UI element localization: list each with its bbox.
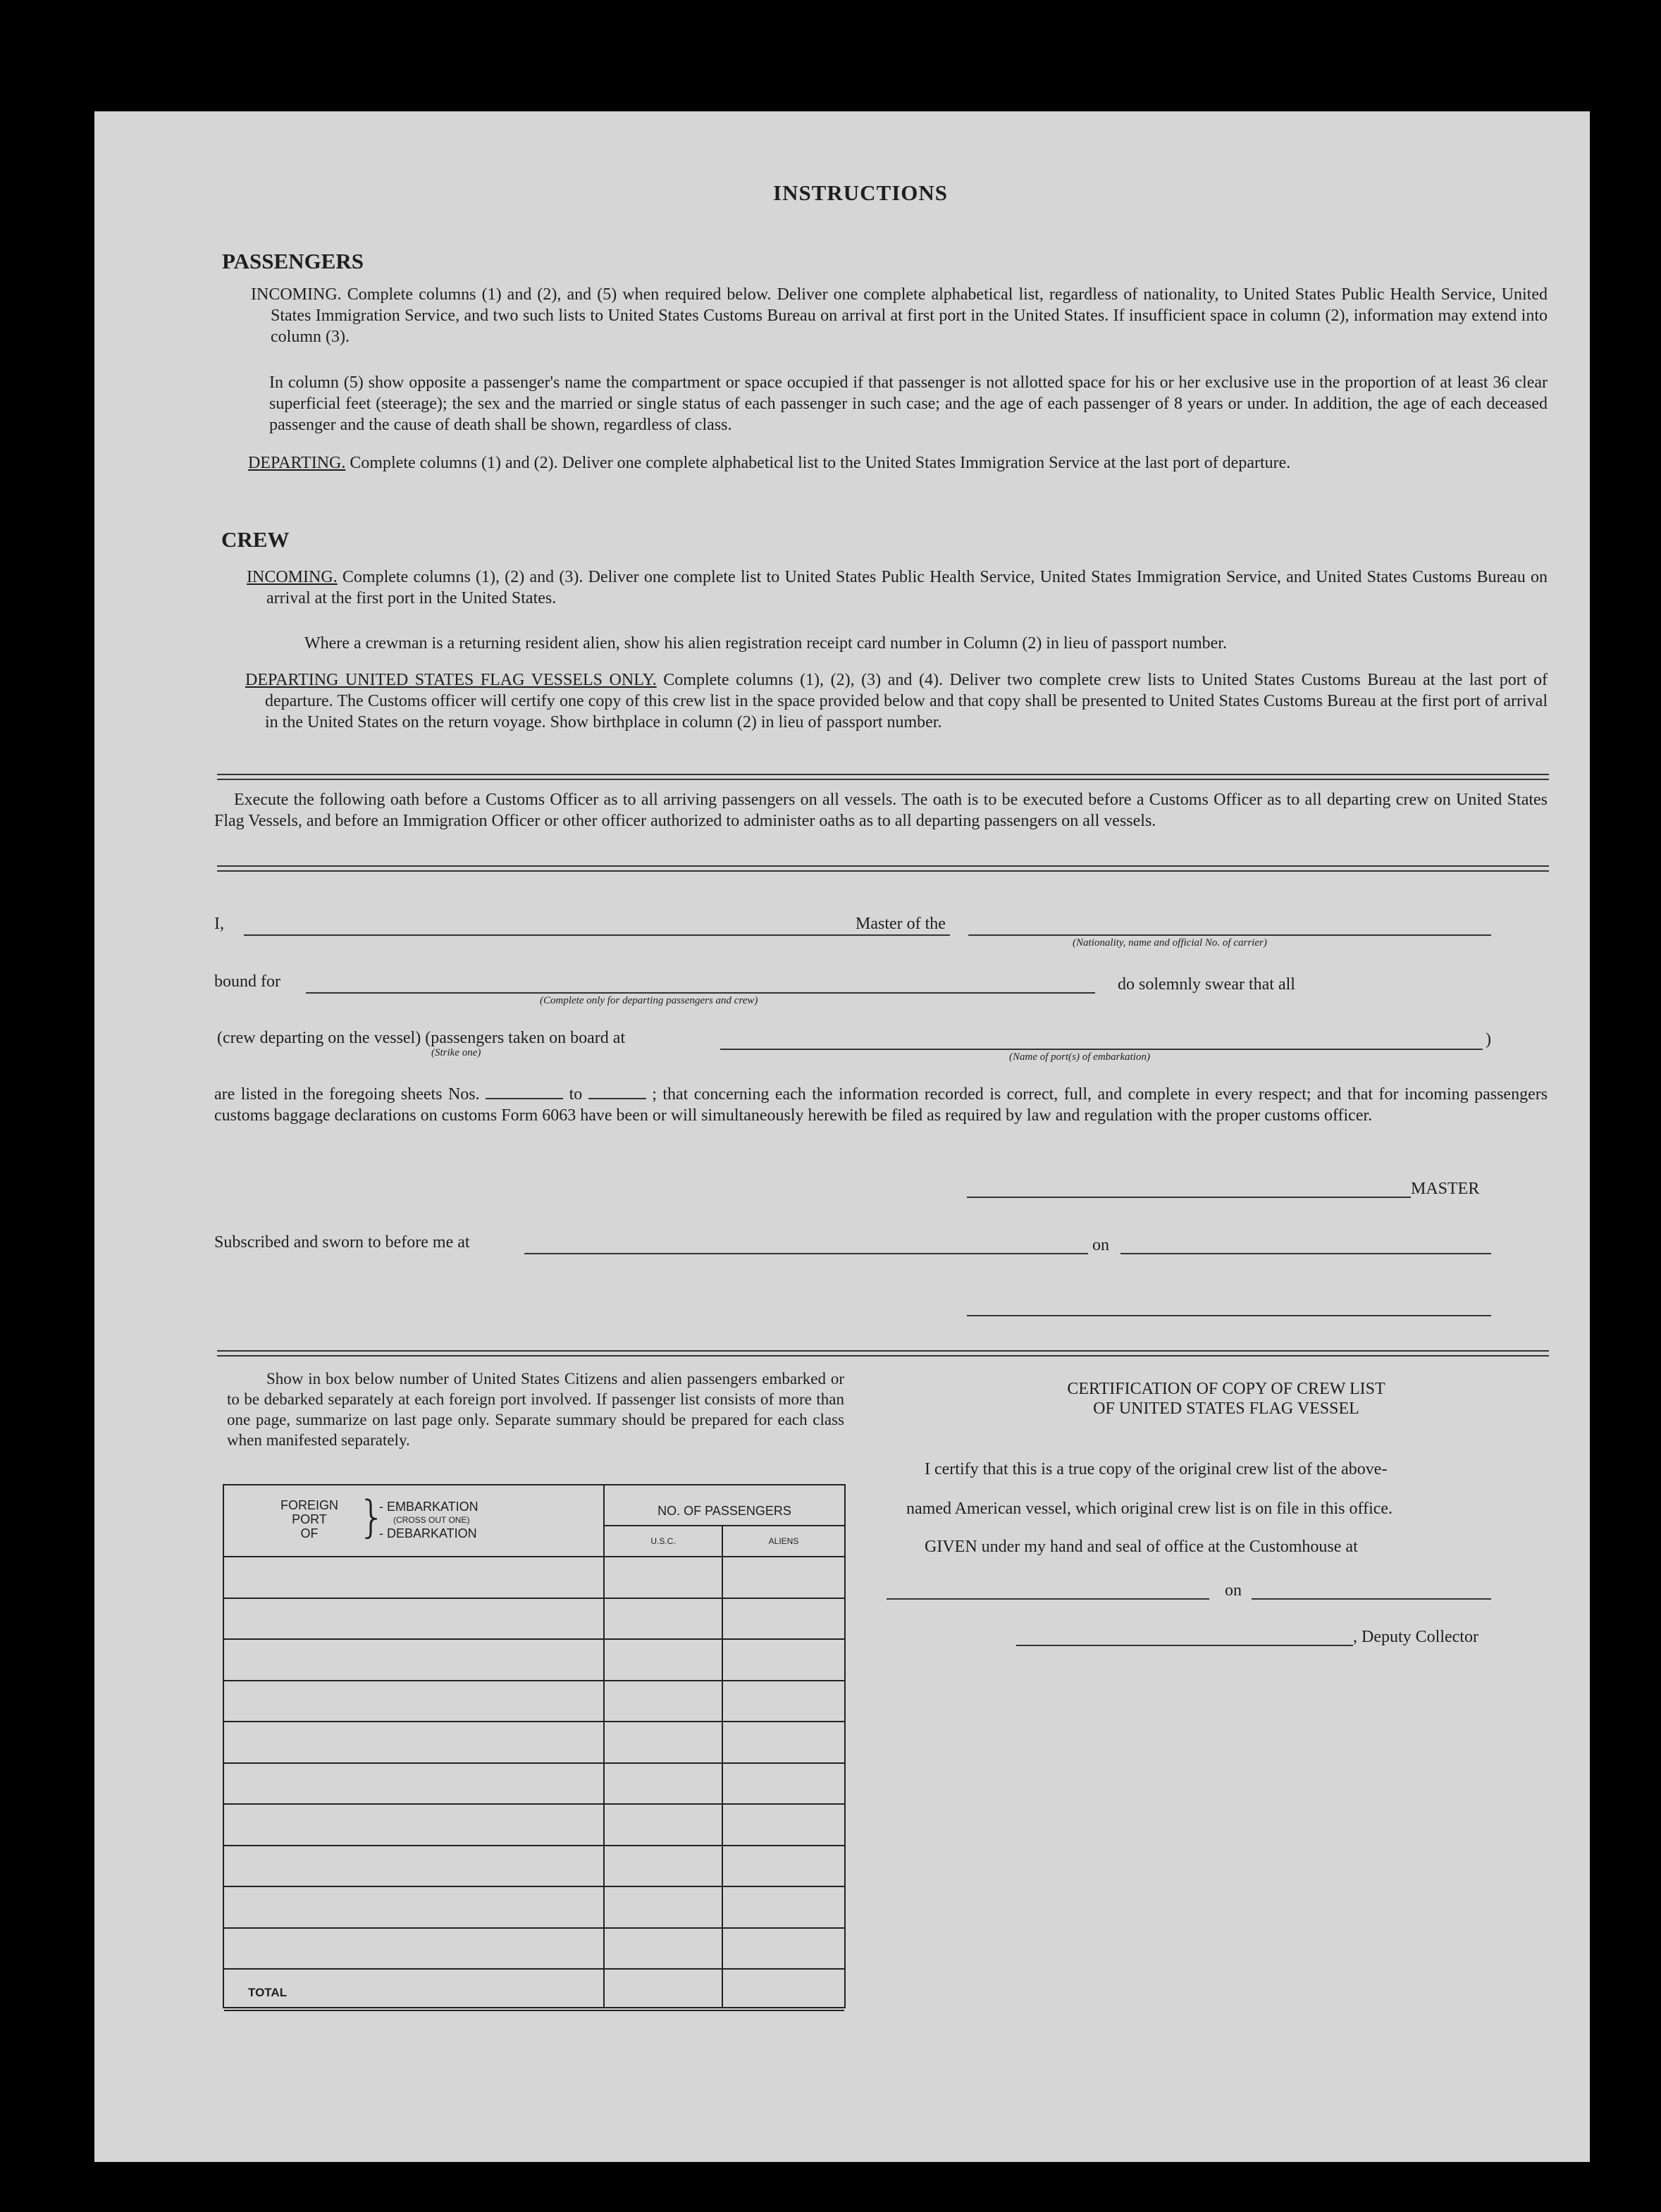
table-row[interactable] bbox=[224, 1968, 844, 1970]
table-row[interactable] bbox=[224, 1598, 844, 1599]
listed-paragraph bbox=[214, 1084, 1548, 1126]
carrier-hint: (Nationality, name and official No. of carrier) bbox=[1073, 937, 1267, 949]
crew-resident-paragraph: Where a crewman is a returning resident alien, show his alien registration receipt card number in Column (2) in lieu of passport number. bbox=[304, 634, 1227, 653]
passenger-summary-table bbox=[223, 1484, 846, 2008]
crew-incoming-lead: INCOMING. bbox=[247, 568, 338, 586]
col-of: OF bbox=[300, 1526, 319, 1540]
certify-line1: I certify that this is a true copy of the original crew list of the above- bbox=[925, 1460, 1388, 1478]
oath-i-label: I, bbox=[214, 915, 224, 933]
crew-departing-lead: DEPARTING UNITED STATES FLAG VESSELS ONLY. bbox=[245, 671, 657, 689]
col-port: PORT bbox=[292, 1512, 327, 1526]
deputy-signature-field[interactable] bbox=[1016, 1645, 1353, 1646]
oath-intro-paragraph: Execute the following oath before a Customs Officer as to all arriving passengers on all vessels. The oath is to be executed before a Customs Officer as to all departing crew on United States Flag Vessels, and before an Immigration Officer or other officer authorized to administer oaths as to all departing passengers on all vessels. bbox=[214, 791, 1548, 830]
listed-post: ; that concerning each the information recorded is correct, full, and complete in every respect; and that for incoming passengers customs baggage declarations on customs Form 6063 have been or will simultaneously herewith be filed as required by law and regulation with the proper customs officer. bbox=[214, 1085, 1548, 1125]
crew-incoming-text: Complete columns (1), (2) and (3). Deliver one complete list to United States Public Health Service, United States Immigration Service, and United States Customs Bureau on arrival at the first port in the United States. bbox=[266, 568, 1548, 607]
crew-departing-paragraph bbox=[245, 669, 1548, 733]
ports-hint: (Name of port(s) of embarkation) bbox=[1009, 1051, 1150, 1063]
table-row[interactable] bbox=[224, 2010, 844, 2011]
certification-title-line1: CERTIFICATION OF COPY OF CREW LIST bbox=[1067, 1380, 1385, 1398]
form-page bbox=[94, 111, 1590, 2162]
cert-on-label: on bbox=[1225, 1581, 1242, 1600]
table-row[interactable] bbox=[224, 1680, 844, 1681]
divider-double bbox=[217, 1350, 1549, 1357]
table-divider bbox=[603, 1525, 844, 1526]
passengers-departing-text: Complete columns (1) and (2). Deliver one complete alphabetical list to the United States Immigration Service at the last port of departure. bbox=[350, 454, 1291, 472]
cert-date-field[interactable] bbox=[1252, 1598, 1491, 1600]
listed-pre: are listed in the foregoing sheets Nos. bbox=[214, 1085, 480, 1104]
passengers-departing-paragraph bbox=[248, 452, 1548, 474]
master-of-label: Master of the bbox=[856, 915, 946, 933]
table-row[interactable] bbox=[224, 1556, 844, 1557]
deputy-label: , Deputy Collector bbox=[1353, 1628, 1478, 1646]
passengers-incoming-text: Complete columns (1) and (2), and (5) when required below. Deliver one complete alphabetical list, regardless of nationality, to United States Public Health Service, United States Immigration Service, and two such lists to United States Customs Bureau on arrival at first port in the United States. If insufficient space in column (2), information may extend into column (3). bbox=[271, 285, 1548, 346]
divider-double bbox=[217, 865, 1549, 872]
table-row[interactable] bbox=[224, 1845, 844, 1846]
crew-departing-text: Complete columns (1), (2), (3) and (4). Deliver two complete crew lists to United States Customs Bureau at the last port of departure. The Customs officer will certify one copy of this crew list in the space provided below and that copy shall be presented to United States Customs Bureau at the first port of arrival in the United States on the return voyage. Show birthplace in column (2) in lieu of passport number. bbox=[265, 671, 1548, 731]
table-row[interactable] bbox=[224, 1721, 844, 1722]
subscribed-label: Subscribed and sworn to before me at bbox=[214, 1233, 470, 1252]
subscribed-place-field[interactable] bbox=[524, 1253, 1088, 1254]
sheets-from-field[interactable] bbox=[486, 1085, 563, 1099]
master-label: MASTER bbox=[1411, 1180, 1480, 1198]
certification-title-line2: OF UNITED STATES FLAG VESSEL bbox=[1093, 1400, 1359, 1418]
sheets-to-field[interactable] bbox=[588, 1085, 646, 1099]
passengers-column5-paragraph: In column (5) show opposite a passenger's name the compartment or space occupied if that passenger is not allotted space for his or her exclusive use in the proportion of at least 36 clear superficial feet (steerage); the sex and the married or single status of each passenger in such case; and the age of each passenger of 8 years or under. In addition, the age of each deceased passenger and the cause of death shall be shown, regardless of class. bbox=[269, 373, 1548, 434]
strike-hint: (Strike one) bbox=[431, 1047, 481, 1058]
crew-passengers-label: (crew departing on the vessel) (passengers taken on board at bbox=[217, 1029, 626, 1047]
col-aliens: ALIENS bbox=[768, 1536, 799, 1546]
total-label: TOTAL bbox=[248, 1986, 288, 1999]
given-text: GIVEN under my hand and seal of office at the Customhouse at bbox=[925, 1538, 1358, 1556]
listed-to: to bbox=[569, 1085, 583, 1104]
col-usc: U.S.C. bbox=[650, 1536, 676, 1546]
passengers-departing-lead: DEPARTING. bbox=[248, 454, 346, 472]
summary-instruction: Show in box below number of United States Citizens and alien passengers embarked or to be debarked separately at each foreign port involved. If passenger list consists of more than one page, summarize on last page only. Separate summary should be prepared for each class when manifested separately. bbox=[227, 1370, 844, 1449]
bound-for-field[interactable] bbox=[306, 992, 1095, 994]
passengers-incoming-lead: INCOMING. bbox=[251, 285, 342, 304]
crew-incoming-paragraph bbox=[247, 567, 1548, 609]
close-paren: ) bbox=[1486, 1030, 1491, 1049]
port-embarkation-field[interactable] bbox=[720, 1049, 1483, 1050]
officer-signature-field[interactable] bbox=[967, 1315, 1491, 1316]
table-row[interactable] bbox=[224, 1803, 844, 1805]
page-title: INSTRUCTIONS bbox=[773, 180, 949, 205]
table-row[interactable] bbox=[224, 1638, 844, 1640]
subscribed-on-label: on bbox=[1092, 1236, 1109, 1254]
passengers-heading: PASSENGERS bbox=[222, 249, 364, 273]
divider-double bbox=[217, 774, 1549, 780]
carrier-field[interactable] bbox=[968, 934, 1491, 936]
col-embarkation: - EMBARKATION bbox=[379, 1500, 478, 1514]
col-passengers: NO. OF PASSENGERS bbox=[657, 1504, 791, 1518]
table-row[interactable] bbox=[224, 1927, 844, 1929]
certify-line2: named American vessel, which original crew list is on file in this office. bbox=[906, 1500, 1393, 1518]
bound-for-hint: (Complete only for departing passengers and crew) bbox=[540, 995, 758, 1006]
col-debarkation: - DEBARKATION bbox=[379, 1526, 477, 1540]
passengers-incoming-paragraph bbox=[251, 284, 1548, 347]
table-row[interactable] bbox=[224, 1762, 844, 1764]
subscribed-date-field[interactable] bbox=[1120, 1253, 1491, 1254]
col-foreign: FOREIGN bbox=[280, 1498, 338, 1512]
master-signature-field[interactable] bbox=[967, 1197, 1411, 1198]
bound-for-label: bound for bbox=[214, 972, 280, 991]
brace-icon: } bbox=[358, 1491, 386, 1543]
crew-heading: CREW bbox=[221, 527, 290, 552]
table-divider bbox=[603, 1485, 605, 2007]
table-row[interactable] bbox=[224, 1886, 844, 1887]
customhouse-field[interactable] bbox=[887, 1598, 1209, 1600]
col-cross-out: (CROSS OUT ONE) bbox=[393, 1515, 470, 1525]
swear-label: do solemnly swear that all bbox=[1118, 975, 1295, 994]
master-name-field[interactable] bbox=[244, 934, 950, 936]
